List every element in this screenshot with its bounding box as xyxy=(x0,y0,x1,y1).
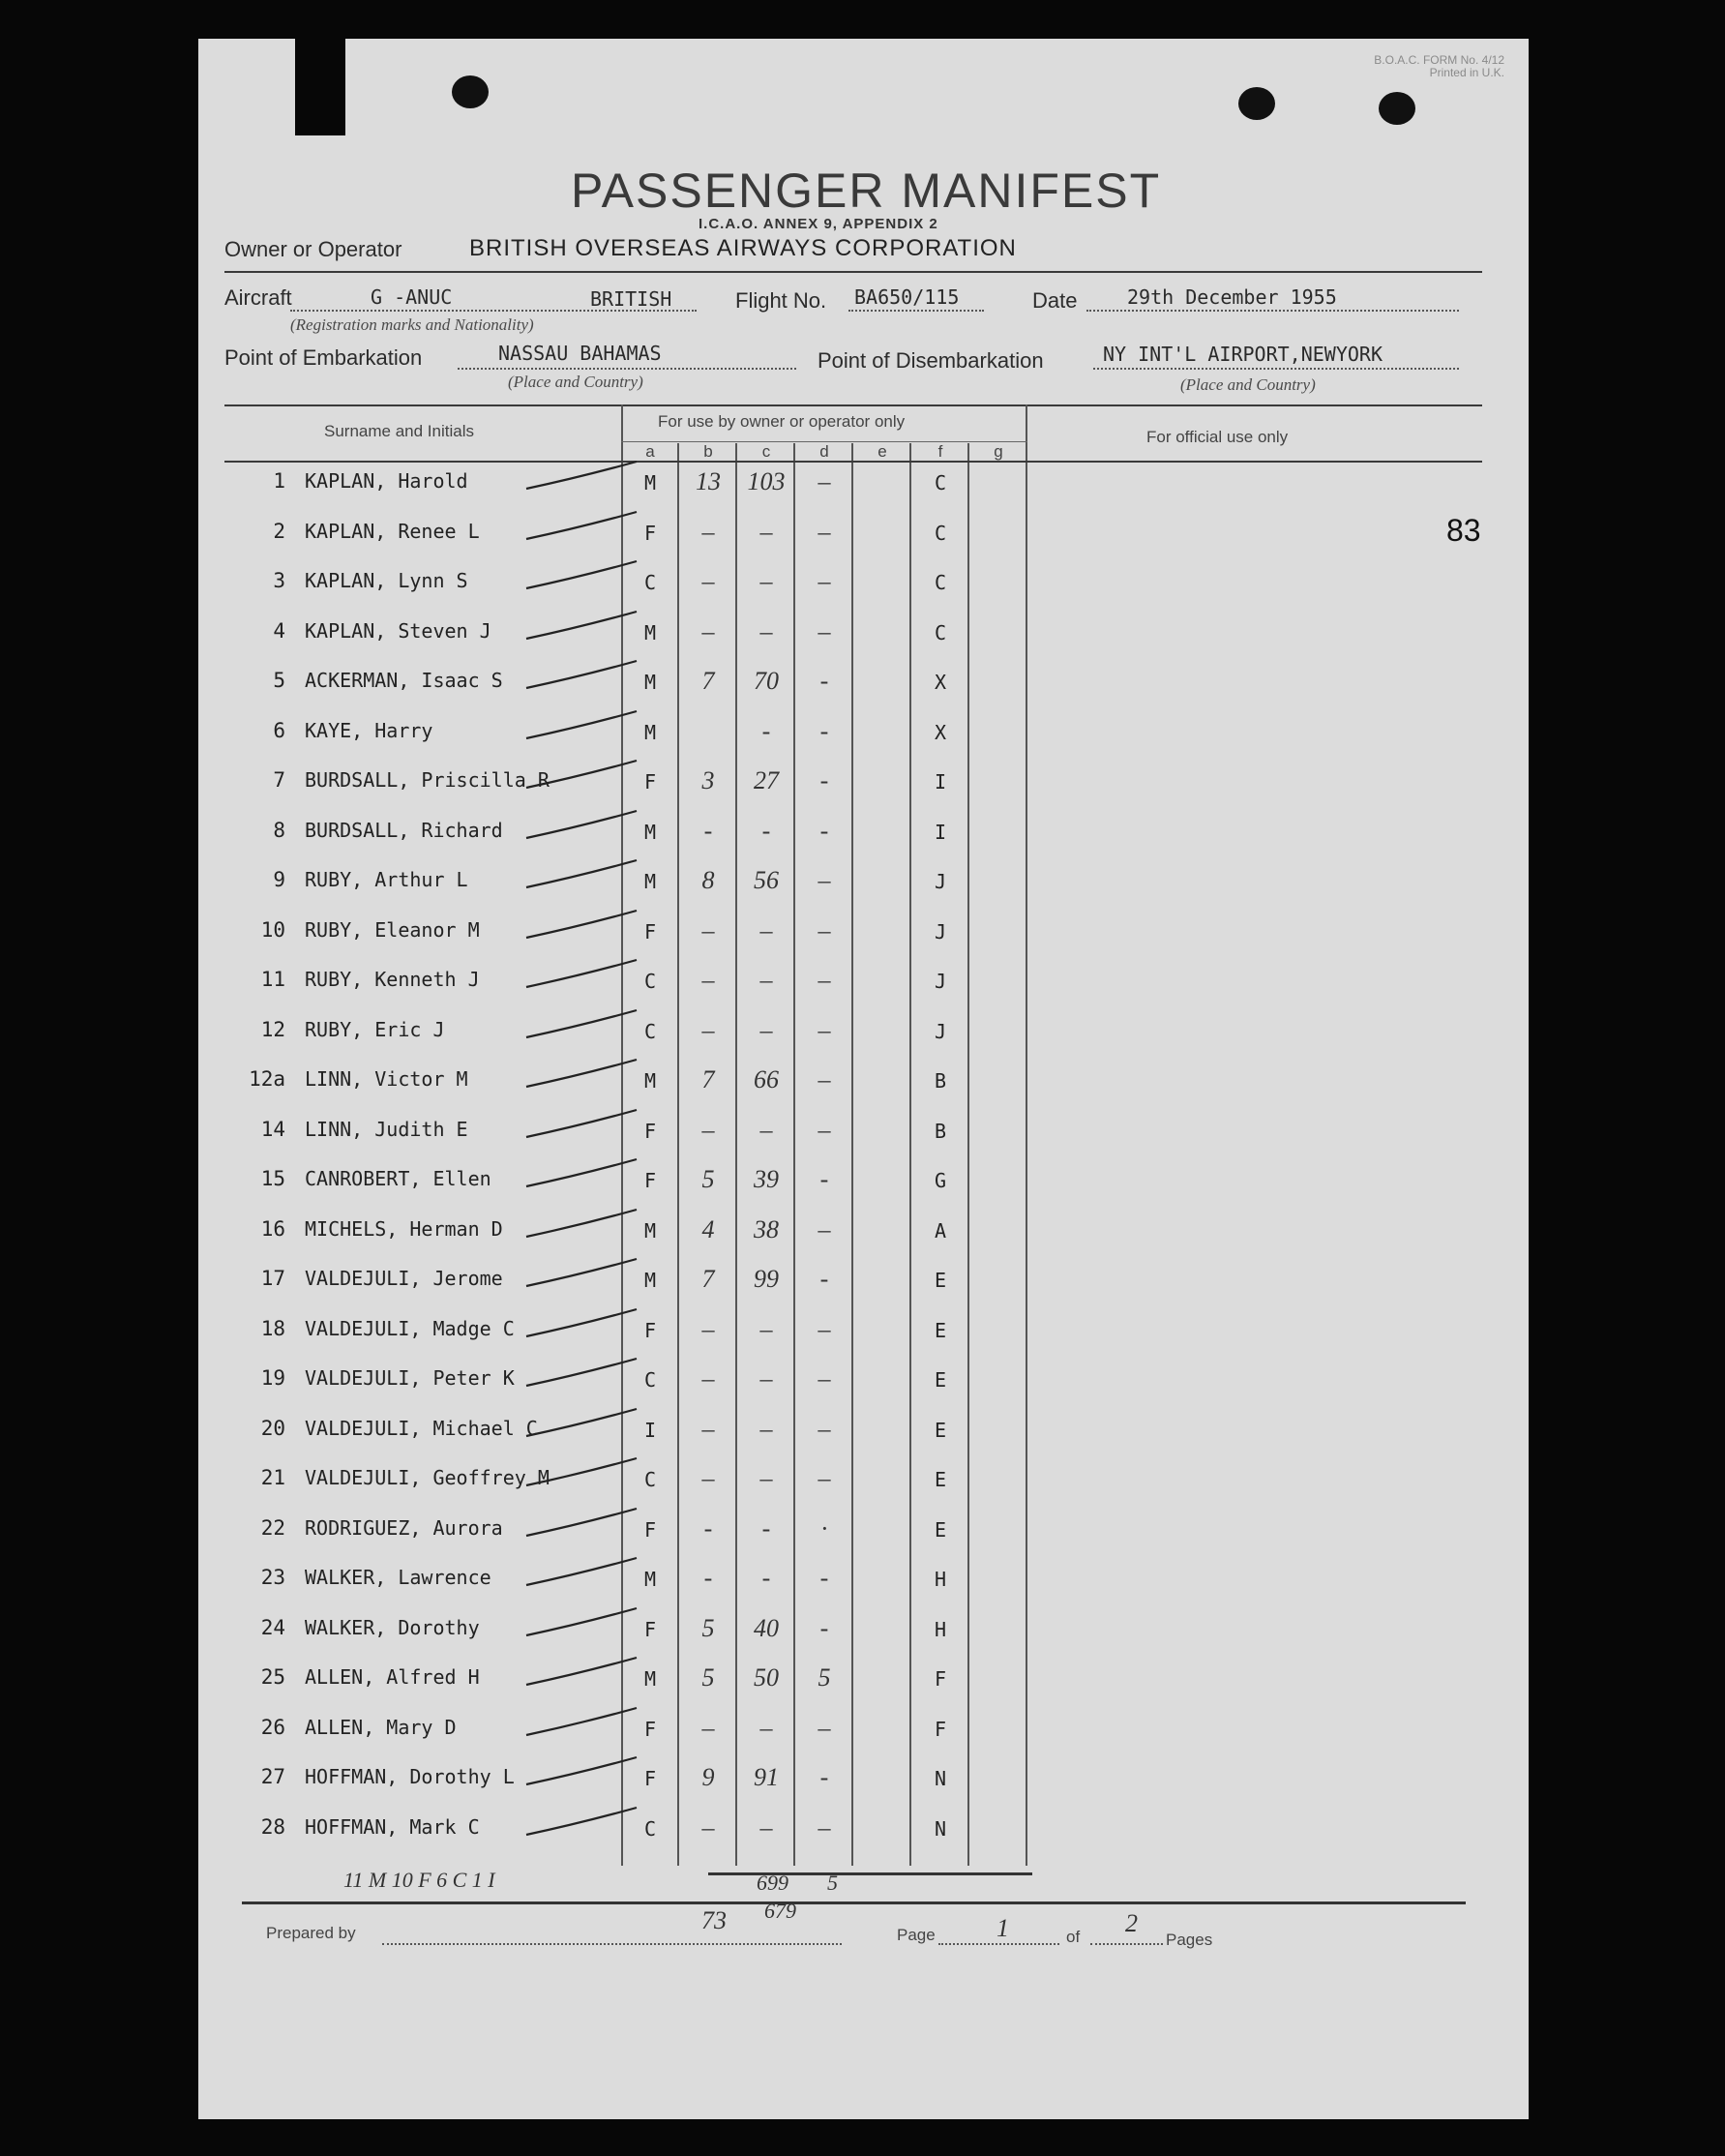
page-line xyxy=(938,1943,1059,1945)
table-row xyxy=(198,1067,1529,1102)
cell-d: - xyxy=(819,667,829,695)
table-row xyxy=(198,616,1529,654)
column-divider xyxy=(909,443,911,1866)
row-number: 12a xyxy=(249,1067,285,1091)
passenger-name: VALDEJULI, Jerome xyxy=(305,1267,503,1290)
passenger-name: WALKER, Dorothy xyxy=(305,1615,480,1639)
cell-c: – xyxy=(759,517,773,546)
pages-label: Pages xyxy=(1166,1931,1213,1949)
passenger-name: BURDSALL, Priscilla R xyxy=(305,768,550,792)
passenger-name: WALKER, Lawrence xyxy=(305,1566,491,1589)
aircraft-dotted-line xyxy=(290,310,697,312)
cell-a: M xyxy=(643,1069,657,1093)
cell-b: - xyxy=(703,1564,713,1592)
row-number: 7 xyxy=(273,768,285,792)
column-divider xyxy=(735,443,737,1866)
cell-d: – xyxy=(818,1464,831,1492)
cell-f: E xyxy=(934,1269,947,1292)
passenger-name: VALDEJULI, Peter K xyxy=(305,1366,515,1390)
passenger-name: RUBY, Kenneth J xyxy=(305,968,480,991)
printer-form-number: B.O.A.C. FORM No. 4/12 xyxy=(1374,53,1504,67)
cell-b: – xyxy=(701,567,715,595)
cell-a: F xyxy=(643,1767,657,1790)
cell-a: M xyxy=(643,1667,657,1691)
table-row xyxy=(198,1466,1529,1501)
passenger-name: HOFFMAN, Dorothy L xyxy=(305,1765,515,1788)
cell-a: M xyxy=(643,1568,657,1591)
cell-c: 66 xyxy=(754,1065,779,1093)
passenger-name: VALDEJULI, Michael C xyxy=(305,1416,538,1440)
cell-f: E xyxy=(934,1468,947,1491)
cell-d: – xyxy=(818,1065,831,1093)
table-row xyxy=(198,1613,1529,1651)
table-row xyxy=(198,816,1529,853)
cell-f: B xyxy=(934,1069,947,1093)
header-rule xyxy=(224,271,1482,273)
row-number: 21 xyxy=(260,1466,285,1489)
cell-f: C xyxy=(934,620,947,644)
date-label: Date xyxy=(1032,288,1078,313)
cell-f: E xyxy=(934,1418,947,1442)
flight-label: Flight No. xyxy=(735,288,827,313)
table-row xyxy=(198,1015,1529,1053)
table-row xyxy=(198,1566,1529,1601)
cell-d: - xyxy=(819,716,829,745)
cell-b: – xyxy=(701,517,715,546)
col-b-header: b xyxy=(703,442,713,461)
passenger-name: BURDSALL, Richard xyxy=(305,818,503,842)
row-number: 6 xyxy=(273,718,285,742)
cell-c: - xyxy=(761,716,771,745)
cell-d: – xyxy=(818,1414,831,1443)
cell-c: – xyxy=(759,1115,773,1144)
cell-b: - xyxy=(703,1513,713,1542)
table-row xyxy=(198,1214,1529,1252)
cell-a: C xyxy=(643,571,657,594)
cell-d: 5 xyxy=(818,1663,831,1692)
cell-b: – xyxy=(701,616,715,645)
punch-hole xyxy=(1238,87,1275,120)
cell-a: M xyxy=(643,1218,657,1243)
cell-f: J xyxy=(934,919,947,943)
cell-c: – xyxy=(759,1713,773,1742)
date-value: 29th December 1955 xyxy=(1127,285,1337,309)
cell-b: 5 xyxy=(701,1663,715,1692)
row-number: 15 xyxy=(260,1167,285,1190)
cell-b: – xyxy=(701,1414,715,1443)
cell-b: 7 xyxy=(701,1265,715,1293)
cell-d: – xyxy=(818,1812,831,1842)
cell-c: 56 xyxy=(754,866,779,894)
aircraft-nationality: BRITISH xyxy=(590,287,672,311)
cell-c: – xyxy=(759,567,773,595)
row-number: 8 xyxy=(273,818,285,842)
torn-corner xyxy=(295,39,345,135)
embarkation-label: Point of Embarkation xyxy=(224,345,423,370)
col-d-header: d xyxy=(819,442,829,461)
pages-line xyxy=(1090,1943,1163,1945)
passenger-name: RUBY, Arthur L xyxy=(305,868,468,891)
disembarkation-label: Point of Disembarkation xyxy=(818,348,1044,373)
cell-c: – xyxy=(759,616,773,645)
cell-a: M xyxy=(643,820,657,844)
row-number: 11 xyxy=(260,968,285,991)
cell-b: 3 xyxy=(701,766,715,794)
cell-f: X xyxy=(934,720,947,744)
passenger-name: VALDEJULI, Madge C xyxy=(305,1316,515,1340)
total-d: 5 xyxy=(827,1871,838,1895)
cell-b: 7 xyxy=(701,667,715,695)
cell-a: F xyxy=(643,521,657,545)
cell-d: – xyxy=(818,1015,831,1044)
cell-c: – xyxy=(759,1364,773,1392)
cell-c: – xyxy=(759,1314,773,1343)
table-row xyxy=(198,1414,1529,1452)
cell-b: - xyxy=(703,816,713,845)
cell-c: 91 xyxy=(754,1763,779,1791)
row-number: 28 xyxy=(260,1814,285,1839)
cell-a: C xyxy=(643,970,657,993)
cell-c: – xyxy=(759,966,773,994)
col-f-header: f xyxy=(937,442,943,461)
page-subtitle: I.C.A.O. ANNEX 9, APPENDIX 2 xyxy=(699,216,938,232)
table-top-rule xyxy=(224,404,1482,406)
printer-country: Printed in U.K. xyxy=(1429,66,1504,79)
cell-f: C xyxy=(934,521,947,545)
grand-total-c: 679 xyxy=(764,1899,796,1923)
owner-value: BRITISH OVERSEAS AIRWAYS CORPORATION xyxy=(469,235,1017,261)
cell-c: - xyxy=(761,1564,771,1592)
table-row xyxy=(198,517,1529,554)
cell-b: – xyxy=(701,1812,715,1842)
date-dotted-line xyxy=(1086,310,1459,312)
pages-value: 2 xyxy=(1125,1909,1138,1937)
aircraft-label: Aircraft xyxy=(224,285,292,310)
cell-a: F xyxy=(643,1717,657,1741)
passenger-name: CANROBERT, Ellen xyxy=(305,1167,491,1190)
cell-c: 40 xyxy=(754,1613,779,1642)
row-number: 17 xyxy=(260,1267,285,1290)
row-number: 14 xyxy=(260,1117,285,1141)
col-a-header: a xyxy=(645,442,655,461)
cell-d: · xyxy=(820,1513,828,1542)
column-divider xyxy=(793,443,795,1866)
operator-header: For use by owner or operator only xyxy=(658,412,906,431)
aircraft-registration: G -ANUC xyxy=(371,285,453,309)
col-g-header: g xyxy=(994,442,1003,461)
row-number: 1 xyxy=(273,469,285,493)
cell-b: 9 xyxy=(701,1763,715,1791)
cell-a: F xyxy=(643,1617,657,1641)
cell-f: J xyxy=(934,870,947,893)
cell-d: – xyxy=(818,1314,831,1343)
cell-b: 8 xyxy=(701,866,715,894)
cell-b: 7 xyxy=(701,1065,715,1093)
passenger-name: ACKERMAN, Isaac S xyxy=(305,669,503,692)
cell-d: - xyxy=(819,1165,829,1193)
table-row xyxy=(198,1513,1529,1551)
passenger-name: LINN, Judith E xyxy=(305,1117,468,1141)
cell-c: - xyxy=(761,1513,771,1542)
cell-a: C xyxy=(643,1468,657,1491)
cell-c: 99 xyxy=(754,1265,779,1293)
column-divider xyxy=(967,443,969,1866)
cell-b: – xyxy=(701,1115,715,1144)
passenger-name: RUBY, Eric J xyxy=(305,1017,445,1041)
passenger-name: KAPLAN, Harold xyxy=(305,469,468,493)
cell-a: M xyxy=(643,720,657,744)
table-row xyxy=(198,1765,1529,1800)
total-c: 699 xyxy=(757,1871,788,1895)
cell-a: F xyxy=(643,1517,657,1542)
cell-a: F xyxy=(643,1318,657,1342)
passenger-name: RODRIGUEZ, Aurora xyxy=(305,1515,503,1540)
table-row xyxy=(198,1167,1529,1202)
page-label: Page xyxy=(897,1926,936,1944)
cell-c: – xyxy=(759,915,773,944)
cell-b: 13 xyxy=(696,467,721,495)
page-title: PASSENGER MANIFEST xyxy=(571,164,1162,218)
cell-a: I xyxy=(643,1418,657,1442)
row-number: 16 xyxy=(260,1216,285,1241)
cell-d: – xyxy=(818,567,831,595)
row-number: 5 xyxy=(273,669,285,692)
disembarkation-dotted-line xyxy=(1093,368,1459,370)
row-number: 25 xyxy=(260,1665,285,1689)
embarkation-caption: (Place and Country) xyxy=(508,373,643,391)
cell-c: 50 xyxy=(754,1663,779,1692)
cell-c: – xyxy=(759,1464,773,1492)
cell-f: J xyxy=(934,1019,947,1043)
cell-b: 5 xyxy=(701,1613,715,1642)
row-number: 18 xyxy=(260,1316,285,1340)
passenger-name: KAPLAN, Lynn S xyxy=(305,569,468,592)
cell-f: J xyxy=(934,970,947,993)
table-row xyxy=(198,716,1529,754)
cell-b: – xyxy=(701,1464,715,1492)
of-label: of xyxy=(1066,1928,1081,1946)
cell-f: X xyxy=(934,671,947,694)
row-number: 10 xyxy=(260,917,285,942)
prepared-by-label: Prepared by xyxy=(266,1924,356,1942)
passenger-name: HOFFMAN, Mark C xyxy=(305,1814,480,1839)
cell-f: E xyxy=(934,1318,947,1342)
cell-b: 5 xyxy=(701,1165,715,1193)
disembarkation-caption: (Place and Country) xyxy=(1180,375,1316,394)
table-row xyxy=(198,469,1529,504)
cell-b: – xyxy=(701,1364,715,1392)
cell-b: – xyxy=(701,1713,715,1742)
manifest-sheet xyxy=(198,39,1529,2119)
cell-a: F xyxy=(643,770,657,794)
col-c-header: c xyxy=(761,442,771,461)
passenger-name: ALLEN, Mary D xyxy=(305,1715,457,1739)
cell-f: C xyxy=(934,471,947,494)
owner-label: Owner or Operator xyxy=(224,237,402,261)
disembarkation-value: NY INT'L AIRPORT,NEWYORK xyxy=(1103,343,1383,366)
table-row xyxy=(198,1366,1529,1401)
passenger-name: ALLEN, Alfred H xyxy=(305,1665,480,1689)
cell-d: – xyxy=(818,1364,831,1392)
cell-a: M xyxy=(643,671,657,694)
cell-c: 39 xyxy=(754,1165,779,1193)
table-row xyxy=(198,1115,1529,1153)
flight-value: BA650/115 xyxy=(854,285,960,309)
cell-f: E xyxy=(934,1517,947,1542)
row-number: 3 xyxy=(273,569,285,592)
cell-d: – xyxy=(818,616,831,645)
cell-d: – xyxy=(818,467,831,495)
table-row xyxy=(198,915,1529,953)
column-divider xyxy=(851,443,853,1866)
flight-dotted-line xyxy=(848,310,984,312)
row-number: 20 xyxy=(260,1416,285,1440)
cell-f: H xyxy=(934,1617,947,1641)
passenger-name: LINN, Victor M xyxy=(305,1067,468,1091)
cell-b: – xyxy=(701,966,715,994)
table-row xyxy=(198,669,1529,704)
cell-c: 27 xyxy=(754,766,779,794)
cell-c: 70 xyxy=(754,667,779,695)
cell-b: – xyxy=(701,915,715,944)
cell-a: C xyxy=(643,1368,657,1392)
passenger-name: KAYE, Harry xyxy=(305,718,433,742)
table-row xyxy=(198,1314,1529,1352)
cell-f: I xyxy=(934,820,947,844)
cell-a: M xyxy=(643,870,657,893)
row-number: 26 xyxy=(260,1715,285,1739)
cell-c: 103 xyxy=(747,467,786,495)
cell-a: C xyxy=(643,1816,657,1841)
row-number: 4 xyxy=(273,618,285,643)
tally-note: 11 M 10 F 6 C 1 I xyxy=(343,1868,495,1892)
cell-c: 38 xyxy=(754,1214,779,1243)
cell-d: – xyxy=(818,915,831,944)
row-number: 23 xyxy=(260,1566,285,1589)
row-number: 2 xyxy=(273,519,285,543)
cell-a: M xyxy=(643,620,657,644)
table-row xyxy=(198,569,1529,604)
table-row xyxy=(198,768,1529,803)
cell-d: – xyxy=(818,1115,831,1144)
cell-d: – xyxy=(818,1713,831,1742)
cell-a: M xyxy=(643,471,657,494)
cell-a: F xyxy=(643,1119,657,1143)
table-row xyxy=(198,968,1529,1003)
row-number: 27 xyxy=(260,1765,285,1788)
row-number: 24 xyxy=(260,1615,285,1639)
cell-d: – xyxy=(818,966,831,994)
passenger-name: KAPLAN, Renee L xyxy=(305,519,480,543)
cell-d: - xyxy=(819,1613,829,1642)
row-number: 9 xyxy=(273,868,285,891)
registration-caption: (Registration marks and Nationality) xyxy=(290,315,534,334)
cell-f: I xyxy=(934,770,947,794)
cell-c: – xyxy=(759,1015,773,1044)
grand-total-b: 73 xyxy=(701,1906,727,1934)
official-header: For official use only xyxy=(1146,428,1289,446)
cell-f: C xyxy=(934,571,947,594)
passenger-name: RUBY, Eleanor M xyxy=(305,917,480,942)
table-row xyxy=(198,868,1529,903)
passenger-name: KAPLAN, Steven J xyxy=(305,618,491,643)
col-e-header: e xyxy=(877,442,887,461)
passenger-name: MICHELS, Herman D xyxy=(305,1216,503,1241)
cell-b: 4 xyxy=(701,1214,715,1243)
table-row xyxy=(198,1267,1529,1302)
punch-hole xyxy=(452,75,489,108)
cell-f: N xyxy=(934,1767,947,1790)
cell-a: C xyxy=(643,1019,657,1043)
cell-c: – xyxy=(759,1812,773,1842)
table-row xyxy=(198,1665,1529,1700)
cell-f: F xyxy=(934,1717,947,1741)
row-number: 12 xyxy=(260,1017,285,1041)
embarkation-value: NASSAU BAHAMAS xyxy=(498,342,662,365)
cell-b: – xyxy=(701,1314,715,1343)
row-number: 22 xyxy=(260,1515,285,1540)
cell-a: F xyxy=(643,919,657,943)
cell-a: M xyxy=(643,1269,657,1292)
embarkation-dotted-line xyxy=(458,368,796,370)
cell-f: B xyxy=(934,1119,947,1143)
cell-d: - xyxy=(819,816,829,845)
cell-f: E xyxy=(934,1368,947,1392)
cell-f: G xyxy=(934,1169,947,1192)
cell-c: - xyxy=(761,816,771,845)
cell-d: - xyxy=(819,1265,829,1293)
punch-hole xyxy=(1379,92,1415,125)
cell-f: A xyxy=(934,1218,947,1243)
surname-header: Surname and Initials xyxy=(324,422,474,440)
table-bottom-rule xyxy=(242,1901,1466,1904)
page-value: 1 xyxy=(996,1914,1009,1942)
cell-d: – xyxy=(818,1214,831,1243)
row-number: 19 xyxy=(260,1366,285,1390)
cell-f: H xyxy=(934,1568,947,1591)
cell-c: – xyxy=(759,1414,773,1443)
column-divider xyxy=(677,443,679,1866)
cell-f: N xyxy=(934,1816,947,1841)
printer-imprint xyxy=(1263,54,1504,79)
prepared-by-line xyxy=(382,1943,842,1945)
cell-d: – xyxy=(818,866,831,894)
cell-f: F xyxy=(934,1667,947,1691)
cell-b: – xyxy=(701,1015,715,1044)
cell-d: – xyxy=(818,517,831,546)
cell-d: - xyxy=(819,766,829,794)
page-stamp-number: 83 xyxy=(1446,513,1481,548)
cell-a: F xyxy=(643,1169,657,1192)
cell-d: - xyxy=(819,1564,829,1592)
cell-d: - xyxy=(819,1763,829,1791)
passenger-name: VALDEJULI, Geoffrey M xyxy=(305,1466,550,1489)
table-row xyxy=(198,1812,1529,1850)
table-row xyxy=(198,1713,1529,1751)
